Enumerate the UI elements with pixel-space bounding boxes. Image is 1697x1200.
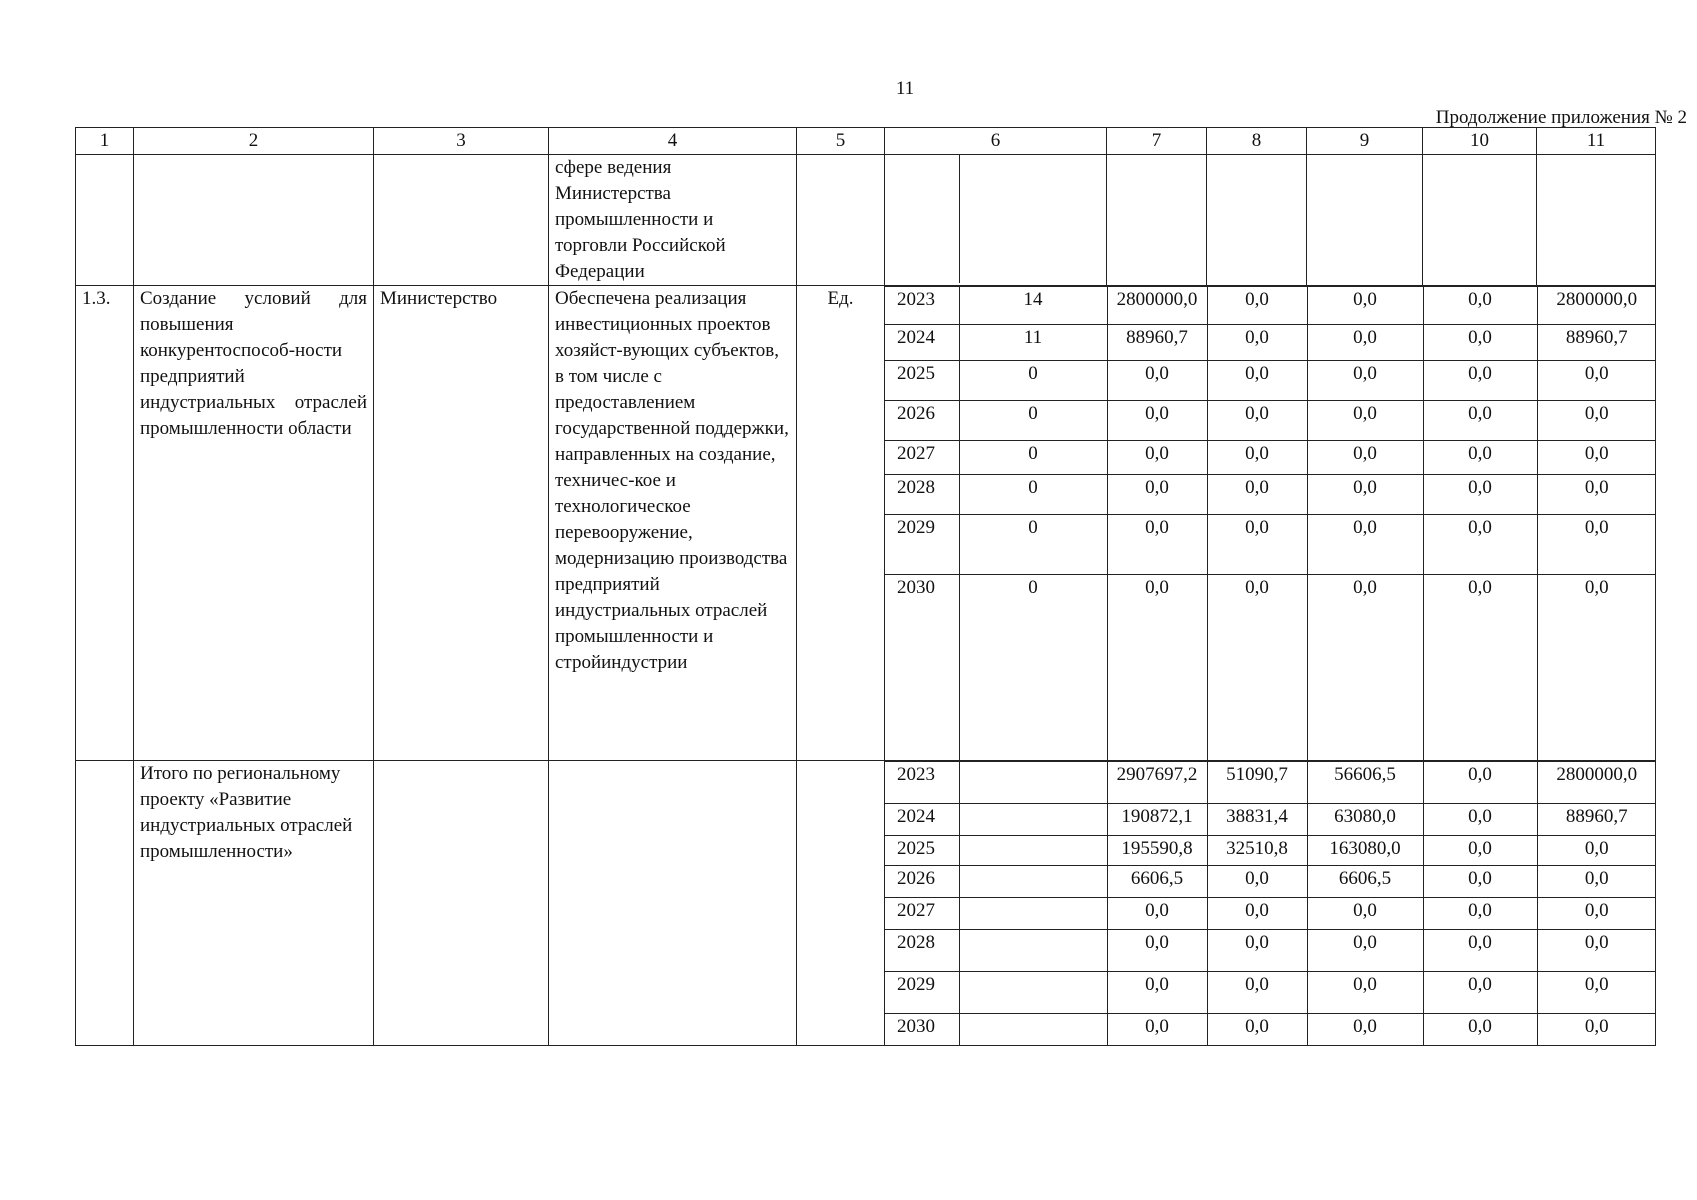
header-col-1: 1	[76, 128, 134, 155]
year-row	[885, 325, 1656, 361]
col7-cell: 195590,8	[1107, 835, 1207, 865]
col8-cell: 0,0	[1207, 929, 1307, 971]
col8-cell: 0,0	[1207, 361, 1307, 401]
page-number: 11	[895, 78, 915, 99]
col9-cell: 6606,5	[1307, 865, 1423, 897]
continuation-label: Продолжение приложения № 2	[1435, 107, 1687, 128]
year-row	[885, 971, 1656, 1013]
col10-cell: 0,0	[1423, 761, 1537, 803]
total-years	[885, 760, 1656, 1046]
count-cell	[959, 761, 1107, 803]
col9-cell: 0,0	[1307, 929, 1423, 971]
col7-cell: 0,0	[1107, 441, 1207, 475]
col7-cell: 0,0	[1107, 929, 1207, 971]
year-row	[885, 575, 1656, 760]
col11-cell: 0,0	[1537, 475, 1656, 515]
col11-cell: 88960,7	[1537, 803, 1656, 835]
year-row	[885, 441, 1656, 475]
year-cell: 2027	[885, 897, 959, 929]
col7-cell: 6606,5	[1107, 865, 1207, 897]
col9-cell: 0,0	[1307, 325, 1423, 361]
header-col-10: 10	[1423, 128, 1537, 155]
continued-col-7	[1107, 155, 1207, 286]
year-row	[885, 803, 1656, 835]
column-number-row	[76, 128, 1656, 155]
col8-cell: 0,0	[1207, 575, 1307, 760]
header-col-6: 6	[885, 128, 1107, 155]
col9-cell: 56606,5	[1307, 761, 1423, 803]
count-cell: 11	[959, 325, 1107, 361]
col11-cell: 0,0	[1537, 401, 1656, 441]
col11-cell: 0,0	[1537, 897, 1656, 929]
year-row	[885, 287, 1656, 325]
col10-cell: 0,0	[1423, 515, 1537, 575]
col7-cell: 0,0	[1107, 575, 1207, 760]
col9-cell: 0,0	[1307, 287, 1423, 325]
col8-cell: 0,0	[1207, 865, 1307, 897]
year-row	[885, 897, 1656, 929]
count-cell: 0	[959, 515, 1107, 575]
col8-cell: 32510,8	[1207, 835, 1307, 865]
year-cell: 2030	[885, 575, 959, 760]
col11-cell: 0,0	[1537, 441, 1656, 475]
header-col-2: 2	[134, 128, 374, 155]
total-row	[76, 760, 1656, 1046]
col11-cell: 2800000,0	[1537, 761, 1656, 803]
col11-cell: 88960,7	[1537, 325, 1656, 361]
col7-cell: 0,0	[1107, 361, 1207, 401]
row-1-3-year-table	[885, 286, 1656, 760]
header-col-5: 5	[797, 128, 885, 155]
continued-row	[76, 155, 1656, 286]
col7-cell: 0,0	[1107, 1013, 1207, 1045]
col7-cell: 0,0	[1107, 971, 1207, 1013]
year-cell: 2028	[885, 929, 959, 971]
continued-col-11	[1537, 155, 1656, 286]
header-col-7: 7	[1107, 128, 1207, 155]
count-cell: 14	[959, 287, 1107, 325]
col9-cell: 0,0	[1307, 361, 1423, 401]
col9-cell: 0,0	[1307, 971, 1423, 1013]
year-row	[885, 929, 1656, 971]
year-cell: 2026	[885, 401, 959, 441]
row-number: 1.3.	[76, 286, 134, 761]
col7-cell: 0,0	[1107, 401, 1207, 441]
col11-cell: 0,0	[1537, 835, 1656, 865]
year-row	[885, 865, 1656, 897]
col11-cell: 0,0	[1537, 361, 1656, 401]
col9-cell: 0,0	[1307, 1013, 1423, 1045]
col8-cell: 0,0	[1207, 401, 1307, 441]
year-cell: 2028	[885, 475, 959, 515]
total-name: Итого по региональному проекту «Развитие индустриальных отраслей промышленности»	[134, 760, 374, 1046]
count-cell: 0	[959, 401, 1107, 441]
year-cell: 2024	[885, 803, 959, 835]
col11-cell: 0,0	[1537, 865, 1656, 897]
col10-cell: 0,0	[1423, 971, 1537, 1013]
count-cell	[959, 835, 1107, 865]
count-cell	[959, 929, 1107, 971]
col8-cell: 0,0	[1207, 897, 1307, 929]
col8-cell: 0,0	[1207, 971, 1307, 1013]
col7-cell: 0,0	[1107, 897, 1207, 929]
col11-cell: 0,0	[1537, 515, 1656, 575]
year-cell: 2029	[885, 515, 959, 575]
count-cell	[959, 865, 1107, 897]
col9-cell: 0,0	[1307, 441, 1423, 475]
continued-col-2	[134, 155, 374, 286]
count-cell: 0	[959, 441, 1107, 475]
year-cell: 2023	[885, 287, 959, 325]
col7-cell: 2907697,2	[1107, 761, 1207, 803]
col11-cell: 0,0	[1537, 575, 1656, 760]
col8-cell: 0,0	[1207, 441, 1307, 475]
year-row	[885, 361, 1656, 401]
header-col-9: 9	[1307, 128, 1423, 155]
col7-cell: 0,0	[1107, 515, 1207, 575]
continued-col-5	[797, 155, 885, 286]
col9-cell: 0,0	[1307, 401, 1423, 441]
col10-cell: 0,0	[1423, 361, 1537, 401]
total-col-5	[797, 760, 885, 1046]
col10-cell: 0,0	[1423, 475, 1537, 515]
col8-cell: 0,0	[1207, 1013, 1307, 1045]
col11-cell: 0,0	[1537, 929, 1656, 971]
year-cell: 2024	[885, 325, 959, 361]
count-cell	[959, 897, 1107, 929]
row-1-3-years	[885, 286, 1656, 761]
count-cell	[959, 971, 1107, 1013]
total-year-table	[885, 761, 1656, 1046]
header-col-8: 8	[1207, 128, 1307, 155]
col8-cell: 0,0	[1207, 287, 1307, 325]
col11-cell: 0,0	[1537, 1013, 1656, 1045]
col7-cell: 88960,7	[1107, 325, 1207, 361]
financing-table	[75, 127, 1656, 1046]
col10-cell: 0,0	[1423, 287, 1537, 325]
year-row	[885, 401, 1656, 441]
col9-cell: 63080,0	[1307, 803, 1423, 835]
col9-cell: 0,0	[1307, 575, 1423, 760]
year-cell: 2029	[885, 971, 959, 1013]
col10-cell: 0,0	[1423, 325, 1537, 361]
continued-col-10	[1423, 155, 1537, 286]
year-row	[885, 1013, 1656, 1045]
col7-cell: 190872,1	[1107, 803, 1207, 835]
total-col-3	[374, 760, 549, 1046]
col10-cell: 0,0	[1423, 575, 1537, 760]
count-cell: 0	[959, 575, 1107, 760]
header-col-3: 3	[374, 128, 549, 155]
event-name: Создание условий для повышения конкурентоспособ-ности предприятий индустриальных отраслей промышленности области	[134, 286, 374, 761]
year-row	[885, 475, 1656, 515]
col9-cell: 163080,0	[1307, 835, 1423, 865]
continued-col-9	[1307, 155, 1423, 286]
col11-cell: 2800000,0	[1537, 287, 1656, 325]
count-cell	[959, 803, 1107, 835]
year-cell: 2027	[885, 441, 959, 475]
year-row	[885, 835, 1656, 865]
col10-cell: 0,0	[1423, 897, 1537, 929]
col10-cell: 0,0	[1423, 401, 1537, 441]
col10-cell: 0,0	[1423, 929, 1537, 971]
expected-result: Обеспечена реализация инвестиционных проектов хозяйст-вующих субъектов, в том числе с предоставлением государственной поддержки, направленных на создание, техничес-кое и технологическое перевооружение, модернизацию производства предприятий индустриальных отраслей промышленности и стройиндустрии	[549, 286, 797, 761]
year-row	[885, 515, 1656, 575]
continued-col-1	[76, 155, 134, 286]
col7-cell: 2800000,0	[1107, 287, 1207, 325]
col10-cell: 0,0	[1423, 865, 1537, 897]
continued-col-6	[885, 155, 1107, 286]
year-row	[885, 761, 1656, 803]
year-cell: 2026	[885, 865, 959, 897]
col10-cell: 0,0	[1423, 835, 1537, 865]
col8-cell: 0,0	[1207, 325, 1307, 361]
col7-cell: 0,0	[1107, 475, 1207, 515]
count-cell: 0	[959, 475, 1107, 515]
year-cell: 2025	[885, 361, 959, 401]
year-cell: 2023	[885, 761, 959, 803]
total-col-1	[76, 760, 134, 1046]
col8-cell: 38831,4	[1207, 803, 1307, 835]
year-cell: 2025	[885, 835, 959, 865]
continued-col-3	[374, 155, 549, 286]
year-cell: 2030	[885, 1013, 959, 1045]
col10-cell: 0,0	[1423, 1013, 1537, 1045]
continued-result-text: сфере ведения Министерства промышленности и торговли Российской Федерации	[549, 155, 797, 286]
col8-cell: 0,0	[1207, 475, 1307, 515]
header-col-11: 11	[1537, 128, 1656, 155]
col8-cell: 51090,7	[1207, 761, 1307, 803]
total-col-4	[549, 760, 797, 1046]
col9-cell: 0,0	[1307, 515, 1423, 575]
continued-col-8	[1207, 155, 1307, 286]
count-cell	[959, 1013, 1107, 1045]
unit: Ед.	[797, 286, 885, 761]
header-col-4: 4	[549, 128, 797, 155]
col9-cell: 0,0	[1307, 475, 1423, 515]
count-cell: 0	[959, 361, 1107, 401]
row-1-3	[76, 286, 1656, 761]
col10-cell: 0,0	[1423, 441, 1537, 475]
col11-cell: 0,0	[1537, 971, 1656, 1013]
col9-cell: 0,0	[1307, 897, 1423, 929]
col10-cell: 0,0	[1423, 803, 1537, 835]
executor: Министерство	[374, 286, 549, 761]
col8-cell: 0,0	[1207, 515, 1307, 575]
